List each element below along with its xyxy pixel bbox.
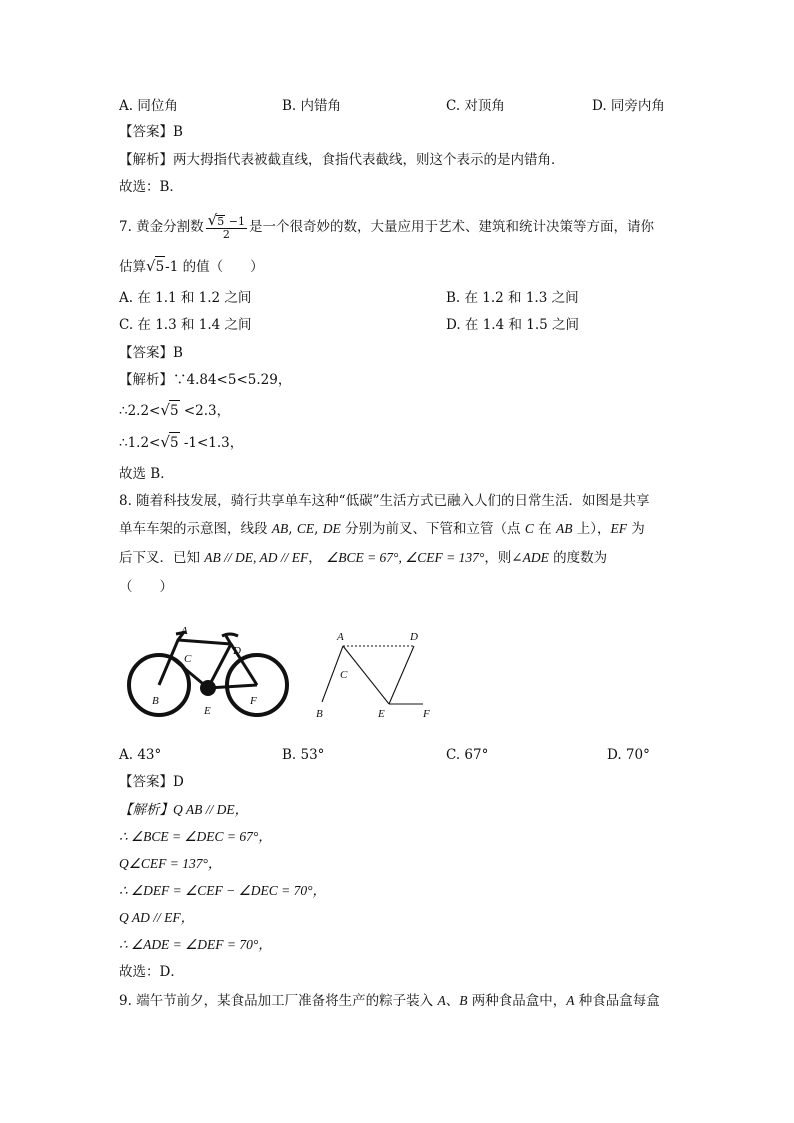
q8-option-c: C. 67°: [446, 747, 489, 763]
q7-option-c: C. 在 1.3 和 1.4 之间: [119, 317, 252, 333]
q6-answer: 【答案】B: [119, 124, 183, 140]
q8-stem-line1: 8. 随着科技发展，骑行共享单车这种“低碳”生活方式已融入人们的日常生活．如图是共享: [119, 493, 650, 509]
diagram-label-b: B: [316, 708, 323, 720]
q6-option-b: B. 内错角: [282, 98, 342, 114]
q8-solution-5: Q AD // EF，: [119, 910, 195, 925]
q8-solution-1: 【解析】Q AB // DE，: [119, 802, 249, 817]
q8-choose: 故选：D．: [119, 964, 184, 980]
q8-stem-line2: 单车车架的示意图，线段 AB, CE, DE 分别为前叉、下管和立管（点 C 在 AB 上），EF 为: [119, 521, 645, 537]
q7-stem-line1: 7. 黄金分割数 $\frac{√5 -1}{2}$ 是一个很奇妙的数，大量应用于艺术、建筑和统计决策等方面，请你: [119, 211, 654, 241]
q8-answer: 【答案】D: [119, 774, 184, 790]
q8-solution-3: Q∠CEF = 137°，: [119, 856, 222, 871]
q6-analysis: 【解析】两大拇指代表被截直线，食指代表截线，则这个表示的是内错角．: [119, 152, 565, 168]
q6-option-a: A. 同位角: [119, 98, 178, 114]
segment-de: [389, 646, 414, 704]
diagram-label-a: A: [337, 631, 344, 643]
q8-option-b: B. 53°: [282, 747, 325, 763]
golden-ratio-fraction: $\frac{√5 -1}{2}$: [207, 211, 245, 241]
q8-stem-line4: （ ）: [119, 579, 173, 595]
q6-option-c: C. 对顶角: [446, 98, 505, 114]
bike-label-e: E: [204, 705, 211, 717]
q7-option-d: D. 在 1.4 和 1.5 之间: [446, 317, 580, 333]
q7-analysis-1: 【解析】∵4.84<5<5.29，: [119, 372, 292, 388]
diagram-label-d: D: [410, 631, 418, 643]
segment-ce: [343, 646, 389, 704]
q6-choose: 故选：B．: [119, 179, 183, 195]
bike-label-b: B: [152, 695, 159, 707]
q7-analysis-2: ∴2.2<√5 <2.3，: [119, 401, 231, 419]
q7-answer: 【答案】B: [119, 345, 183, 361]
q7-option-a: A. 在 1.1 和 1.2 之间: [119, 290, 252, 306]
bicycle-illustration: [126, 622, 292, 722]
q8-stem-line3: 后下叉．已知 AB // DE, AD // EF， ∠BCE = 67°, ∠CEF = 137°，则∠ADE 的度数为: [119, 550, 608, 566]
q6-option-d: D. 同旁内角: [592, 98, 665, 114]
bike-label-d: D: [233, 645, 241, 657]
diagram-label-e: E: [378, 708, 385, 720]
q9-stem-line1: 9. 端午节前夕，某食品加工厂准备将生产的粽子装入 A、B 两种食品盒中，A 种食品盒每盒: [119, 993, 660, 1009]
q8-solution-6: ∴ ∠ADE = ∠DEF = 70°，: [119, 937, 272, 952]
q7-stem-line2: 估算√5-1 的值（ ）: [119, 257, 264, 275]
q7-choose: 故选 B．: [119, 466, 174, 482]
q8-solution-2: ∴ ∠BCE = ∠DEC = 67°，: [119, 829, 272, 844]
q8-option-d: D. 70°: [607, 747, 650, 763]
frame-diagram: [312, 626, 442, 722]
q7-analysis-3: ∴1.2<√5 -1<1.3，: [119, 433, 244, 451]
bike-label-c: C: [184, 653, 192, 665]
bike-label-f: F: [250, 695, 257, 707]
diagram-label-f: F: [423, 708, 430, 720]
q7-option-b: B. 在 1.2 和 1.3 之间: [446, 290, 579, 306]
q8-solution-4: ∴ ∠DEF = ∠CEF − ∠DEC = 70°，: [119, 883, 326, 898]
bike-label-a: A: [181, 625, 188, 637]
q8-option-a: A. 43°: [119, 747, 162, 763]
diagram-label-c: C: [340, 669, 348, 681]
